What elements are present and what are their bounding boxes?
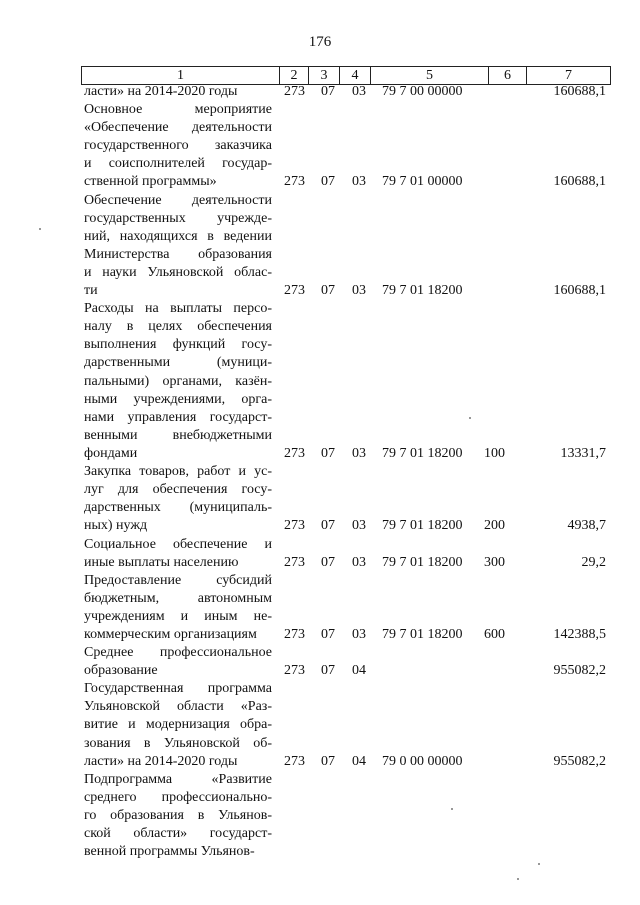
row-name-line: Среднее профессиональное [84, 645, 272, 661]
row-cell-c3: 07 [321, 283, 335, 299]
row-cell-c2: 273 [284, 663, 305, 679]
row-cell-c2: 273 [284, 445, 305, 461]
header-col-5: 5 [371, 67, 489, 84]
row-cell-c5: 79 7 01 00000 [382, 174, 463, 190]
row-cell-c2: 273 [284, 626, 305, 642]
row-name [84, 101, 272, 191]
row-cell-c3: 07 [321, 626, 335, 642]
row-name [84, 463, 272, 535]
row-cell-c4: 03 [352, 84, 366, 99]
row-cell-c7: 160688,1 [553, 84, 606, 99]
row-name [84, 83, 272, 101]
row-name-line: ний, находящихся в ведении [84, 228, 272, 244]
row-cell-c5: 79 7 00 00000 [382, 84, 463, 99]
row-name-line: и соисполнителей государ- [84, 156, 272, 172]
scan-speck [451, 808, 453, 810]
scan-speck [469, 417, 471, 419]
row-name-line: Закупка товаров, работ и ус- [84, 464, 272, 480]
row-name-line: «Обеспечение деятельности [84, 120, 272, 136]
row-name-line: луг для обеспечения госу- [84, 482, 272, 498]
row-name-line: Министерства образования [84, 246, 272, 262]
row-cell-c7: 29,2 [581, 554, 606, 570]
page-number: 176 [308, 34, 332, 50]
row-cell-c7: 13331,7 [560, 445, 606, 461]
row-cell-c5: 79 7 01 18200 [382, 518, 463, 534]
row-cell-c4: 03 [352, 518, 366, 534]
row-name-line: дарственных (муниципаль- [84, 500, 272, 516]
header-col-3: 3 [309, 67, 340, 84]
row-name-line: ской области» государст- [84, 826, 272, 842]
row-cell-c5: 79 0 00 00000 [382, 753, 463, 769]
row-name-line: ласти» на 2014-2020 годы [84, 753, 238, 769]
row-name-line: образование [84, 663, 158, 679]
row-name-line: Обеспечение деятельности [84, 192, 272, 208]
row-name-line: витие и модернизация обра- [84, 717, 272, 733]
row-name-line: среднего профессионально- [84, 789, 272, 805]
header-col-2: 2 [280, 67, 309, 84]
row-cell-c4: 04 [352, 753, 366, 769]
row-name-line: и науки Ульяновской облас- [84, 264, 272, 280]
row-cell-c4: 03 [352, 445, 366, 461]
scan-speck [39, 228, 41, 230]
header-col-1: 1 [82, 67, 280, 84]
row-cell-c4: 03 [352, 283, 366, 299]
row-cell-c2: 273 [284, 518, 305, 534]
row-cell-c2: 273 [284, 753, 305, 769]
row-name-line: государственных учрежде- [84, 210, 272, 226]
row-name-line: Государственная программа [84, 681, 272, 697]
row-name-line: ных) нужд [84, 518, 148, 534]
row-name [84, 536, 272, 572]
row-name-line: зования в Ульяновской об- [84, 735, 272, 751]
row-cell-c3: 07 [321, 753, 335, 769]
scan-speck [538, 863, 540, 865]
row-name-line: венными внебюджетными [84, 427, 272, 443]
row-name [84, 192, 272, 301]
row-cell-c7: 160688,1 [553, 174, 606, 190]
row-name-line: фондами [84, 445, 138, 461]
row-cell-c7: 4938,7 [567, 518, 606, 534]
row-cell-c4: 03 [352, 626, 366, 642]
row-cell-c6: 200 [484, 518, 505, 534]
row-name [84, 680, 272, 770]
row-name-line: учреждениям и иным не- [84, 608, 272, 624]
row-cell-c7: 955082,2 [553, 753, 606, 769]
row-name-line: дарственными (муници- [84, 355, 272, 371]
row-name-line: венной программы Ульянов- [84, 844, 255, 860]
row-name-line: нами управления государст- [84, 409, 272, 425]
row-name-line: коммерческим организациям [84, 626, 257, 642]
row-cell-c3: 07 [321, 84, 335, 99]
header-col-6: 6 [489, 67, 527, 84]
row-name-line: Расходы на выплаты персо- [84, 301, 272, 317]
row-name-line: выполнения функций госу- [84, 337, 272, 353]
row-name-line: ными учреждениями, орга- [84, 391, 272, 407]
row-name [84, 644, 272, 680]
row-name-line: Социальное обеспечение и [84, 536, 272, 552]
row-cell-c3: 07 [321, 554, 335, 570]
row-cell-c5: 79 7 01 18200 [382, 445, 463, 461]
row-cell-c7: 142388,5 [553, 626, 606, 642]
row-cell-c3: 07 [321, 445, 335, 461]
row-name-line: ственной программы» [84, 174, 217, 190]
row-name [84, 572, 272, 644]
row-cell-c7: 160688,1 [553, 283, 606, 299]
row-name-line: ласти» на 2014-2020 годы [84, 84, 238, 99]
row-cell-c2: 273 [284, 84, 305, 99]
row-cell-c2: 273 [284, 554, 305, 570]
row-cell-c6: 300 [484, 554, 505, 570]
row-name-line: бюджетным, автономным [84, 590, 272, 606]
row-name-line: Подпрограмма «Развитие [84, 771, 272, 787]
row-cell-c2: 273 [284, 174, 305, 190]
row-name [84, 771, 272, 861]
row-cell-c5: 79 7 01 18200 [382, 283, 463, 299]
row-name-line: го образования в Ульянов- [84, 807, 272, 823]
row-cell-c4: 03 [352, 554, 366, 570]
row-name-line: налу в целях обеспечения [84, 319, 272, 335]
row-name [84, 300, 272, 463]
row-cell-c3: 07 [321, 174, 335, 190]
row-cell-c4: 03 [352, 174, 366, 190]
header-col-7: 7 [565, 68, 572, 83]
scan-speck [517, 878, 519, 880]
row-name-line: Предоставление субсидий [84, 572, 272, 588]
row-name-line: государственного заказчика [84, 138, 272, 154]
row-name-line: ти [84, 283, 98, 299]
row-cell-c6: 600 [484, 626, 505, 642]
row-name-line: Основное мероприятие [84, 102, 272, 118]
row-cell-c5: 79 7 01 18200 [382, 626, 463, 642]
row-name-line: Ульяновской области «Раз- [84, 699, 272, 715]
row-name-line: иные выплаты населению [84, 554, 239, 570]
row-cell-c4: 04 [352, 663, 366, 679]
row-cell-c7: 955082,2 [553, 663, 606, 679]
row-name-line: пальными) органами, казён- [84, 373, 272, 389]
row-cell-c2: 273 [284, 283, 305, 299]
header-col-4: 4 [340, 67, 371, 84]
row-cell-c5: 79 7 01 18200 [382, 554, 463, 570]
row-cell-c6: 100 [484, 445, 505, 461]
row-cell-c3: 07 [321, 518, 335, 534]
row-cell-c3: 07 [321, 663, 335, 679]
